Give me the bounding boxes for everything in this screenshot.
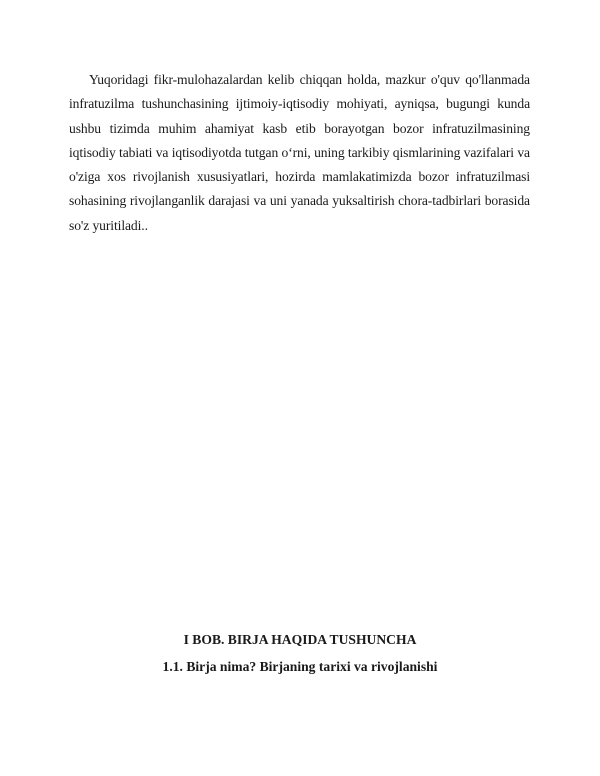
chapter-title: I BOB. BIRJA HAQIDA TUSHUNCHA — [183, 632, 417, 647]
section-title: 1.1. Birja nima? Birjaning tarixi va rivojlanishi — [162, 659, 438, 674]
body-paragraph: Yuqoridagi fikr-mulohazalardan kelib chiqqan holda, mazkur o'quv qo'llanmada infratuzilma tushunchasining ijtimoiy-iqtisodiy mohiyati, ayniqsa, bugungi kunda ushbu tizimda muhim ahamiyat kasb etib borayotgan bozor infratuzilmasining iqtisodiy tabiati va iqtisodiyotda tutgan o‘rni, uning tarkibiy qismlarining vazifalari va o'ziga xos rivojlanish xususiyatlari, hozirda mamlakatimizda bozor infratuzilmasi sohasining rivojlanganlik darajasi va uni yanada yuksaltirish chora-tadbirlari borasida so'z yuritiladi.. — [69, 72, 530, 233]
